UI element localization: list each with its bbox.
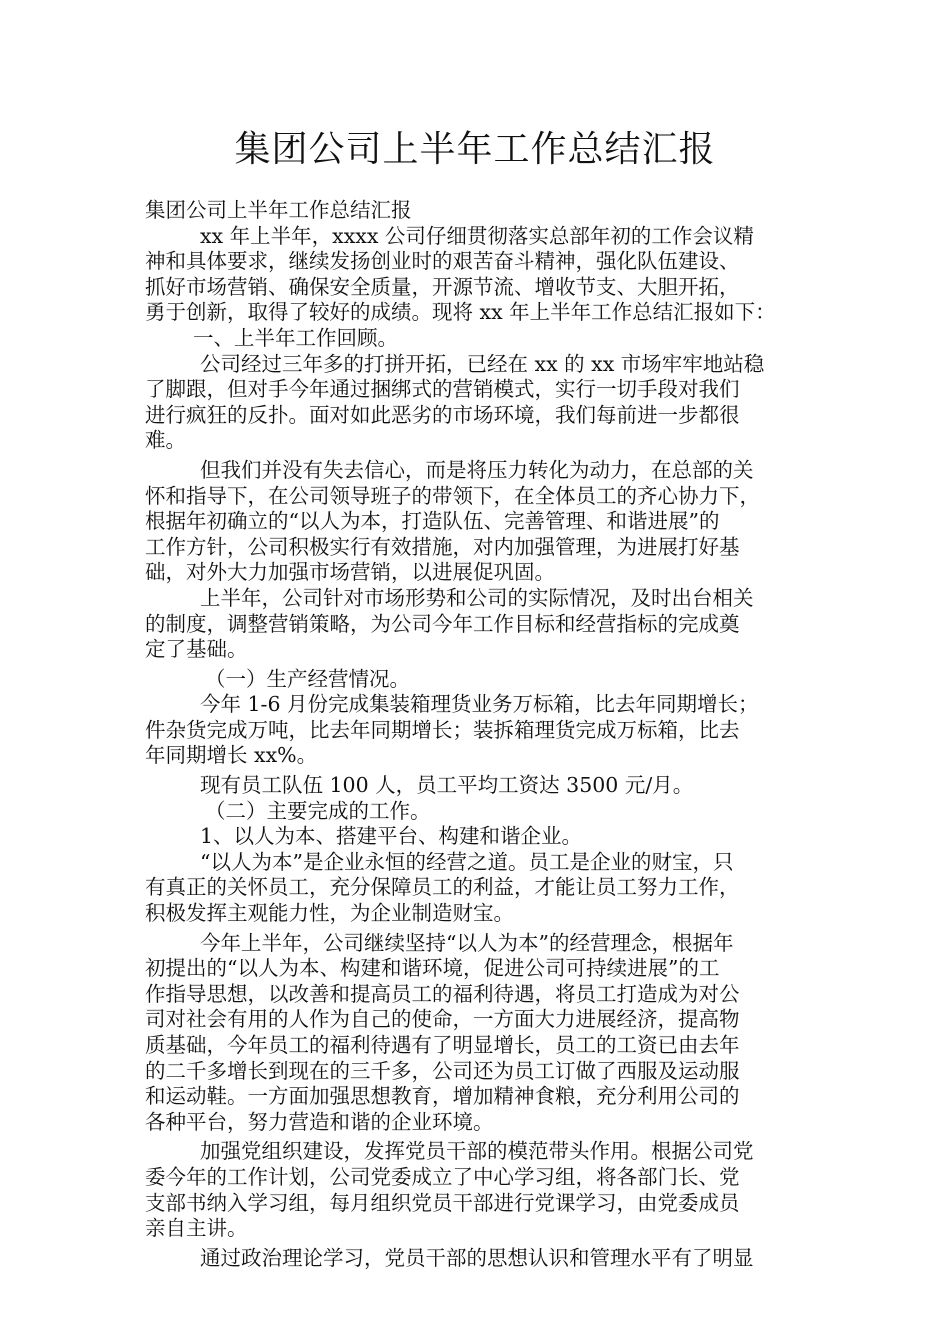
text-line: 础，对外大力加强市场营销，以进展促巩固。 bbox=[145, 560, 555, 585]
text-line: xx 年上半年，xxxx 公司仔细贯彻落实总部年初的工作会议精 bbox=[200, 223, 754, 248]
text-line: （二）主要完成的工作。 bbox=[205, 798, 431, 823]
text-line: 各种平台，努力营造和谐的企业环境。 bbox=[145, 1109, 494, 1134]
text-line: 抓好市场营销、确保安全质量，开源节流、增收节支、大胆开拓， bbox=[145, 274, 740, 299]
text-line: 上半年，公司针对市场形势和公司的实际情况，及时出台相关 bbox=[200, 585, 754, 610]
paragraph-review-3 bbox=[145, 586, 813, 663]
text-line: 1、以人为本、搭建平台、构建和谐企业。 bbox=[200, 824, 583, 849]
text-line: 定了基础。 bbox=[145, 637, 248, 662]
text-line: “以人为本”是企业永恒的经营之道。员工是企业的财宝，只 bbox=[200, 849, 734, 874]
subsection-heading bbox=[145, 667, 813, 693]
text-line: 进行疯狂的反扑。面对如此恶劣的市场环境，我们每前进一步都很 bbox=[145, 402, 740, 427]
section-heading bbox=[145, 326, 813, 352]
text-line: 司对社会有用的人作为自己的使命，一方面大力进展经济，提高物 bbox=[145, 1007, 740, 1032]
text-line: 初提出的“以人为本、构建和谐环境，促进公司可持续进展”的工 bbox=[145, 956, 720, 981]
text-line: （一）生产经营情况。 bbox=[205, 666, 410, 691]
text-line: 质基础，今年员工的福利待遇有了明显增长，员工的工资已由去年 bbox=[145, 1033, 740, 1057]
text-line: 积极发挥主观能力性，为企业制造财宝。 bbox=[145, 901, 514, 926]
text-line: 支部书纳入学习组，每月组织党员干部进行党课学习，由党委成员 bbox=[145, 1190, 740, 1215]
document-subtitle: 集团公司上半年工作总结汇报 bbox=[145, 198, 412, 222]
text-line: 今年 1-6 月份完成集装箱理货业务万标箱，比去年同期增长； bbox=[200, 692, 759, 717]
paragraph-production bbox=[145, 692, 813, 769]
text-line: 作指导思想，以改善和提高员工的福利待遇，将员工打造成为对公 bbox=[145, 981, 740, 1006]
text-line: 件杂货完成万吨，比去年同期增长；装拆箱理货完成万标箱，比去 bbox=[145, 717, 740, 742]
text-line: 和运动鞋。一方面加强思想教育，增加精神食粮，充分利用公司的 bbox=[145, 1084, 740, 1109]
paragraph-party-2 bbox=[145, 1246, 813, 1272]
text-line: 工作方针，公司积极实行有效措施，对内加强管理，为进展打好基 bbox=[145, 534, 740, 559]
subsection-heading bbox=[145, 799, 813, 825]
paragraph-review-1 bbox=[145, 352, 813, 454]
text-line: 了脚跟，但对手今年通过捆绑式的营销模式，实行一切手段对我们 bbox=[145, 377, 740, 402]
text-line: 公司经过三年多的打拼开拓，已经在 xx 的 xx 市场牢牢地站稳 bbox=[200, 351, 765, 376]
text-line: 亲自主讲。 bbox=[145, 1216, 248, 1241]
text-line: 的制度，调整营销策略，为公司今年工作目标和经营指标的完成奠 bbox=[145, 611, 740, 636]
text-line: 勇于创新，取得了较好的成绩。现将 xx 年上半年工作总结汇报如下： bbox=[145, 300, 776, 325]
item-heading bbox=[145, 824, 813, 850]
text-line: 通过政治理论学习，党员干部的思想认识和管理水平有了明显 bbox=[200, 1245, 754, 1270]
text-line: 加强党组织建设，发挥党员干部的模范带头作用。根据公司党 bbox=[200, 1139, 754, 1164]
text-line: 神和具体要求，继续发扬创业时的艰苦奋斗精神，强化队伍建设、 bbox=[145, 249, 740, 274]
text-line: 有真正的关怀员工，充分保障员工的利益，才能让员工努力工作， bbox=[145, 875, 740, 900]
paragraph-staff bbox=[145, 773, 813, 799]
text-line: 委今年的工作计划，公司党委成立了中心学习组，将各部门长、党 bbox=[145, 1164, 740, 1189]
text-line: 根据年初确立的“以人为本，打造队伍、完善管理、和谐进展”的 bbox=[145, 509, 720, 534]
document-title: 集团公司上半年工作总结汇报 bbox=[234, 129, 716, 170]
document-body bbox=[145, 198, 813, 1271]
paragraph-intro bbox=[145, 224, 813, 326]
paragraph-review-2 bbox=[145, 458, 813, 586]
text-line: 怀和指导下，在公司领导班子的带领下，在全体员工的齐心协力下， bbox=[145, 483, 760, 508]
text-line: 但我们并没有失去信心，而是将压力转化为动力，在总部的关 bbox=[200, 457, 754, 482]
paragraph-people-1 bbox=[145, 850, 813, 927]
text-line: 难。 bbox=[145, 428, 186, 453]
text-line: 的二千多增长到现在的三千多，公司还为员工订做了西服及运动服 bbox=[145, 1058, 740, 1083]
paragraph-people-2 bbox=[145, 931, 813, 1136]
text-line: 一、上半年工作回顾。 bbox=[193, 325, 398, 350]
text-line: 年同期增长 xx%。 bbox=[145, 743, 318, 768]
text-line: 现有员工队伍 100 人，员工平均工资达 3500 元/月。 bbox=[200, 773, 694, 798]
paragraph-party-1 bbox=[145, 1139, 813, 1241]
text-line: 今年上半年，公司继续坚持“以人为本”的经营理念，根据年 bbox=[200, 930, 734, 955]
